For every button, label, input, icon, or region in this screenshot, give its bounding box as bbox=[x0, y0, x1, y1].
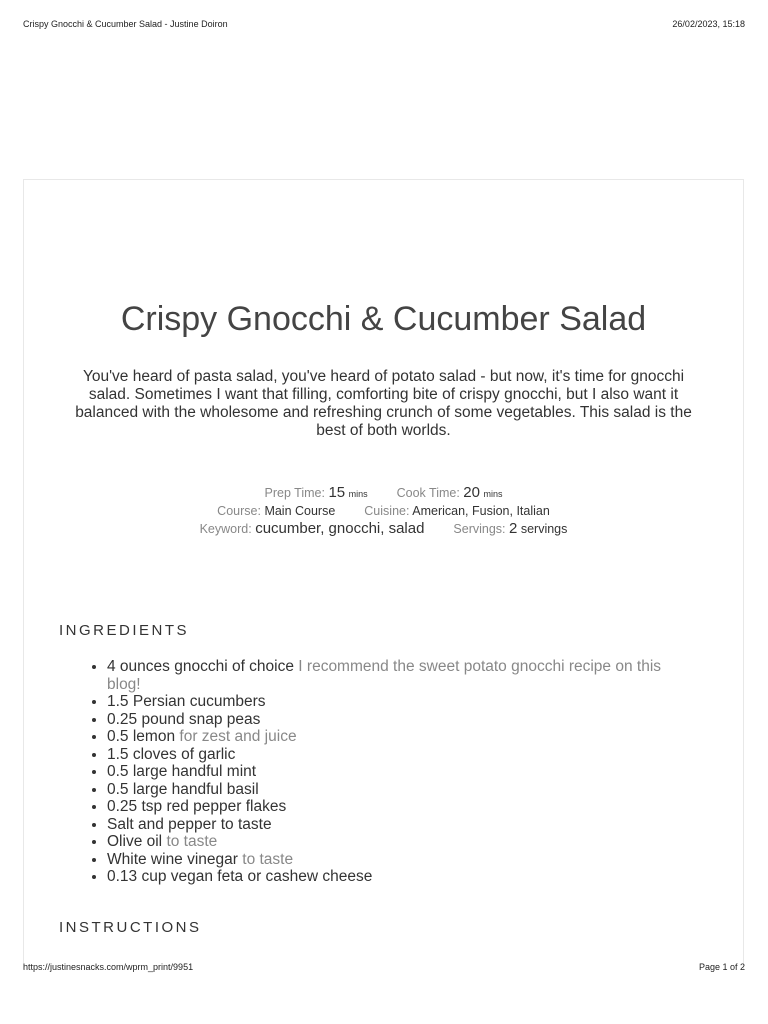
cook-time-unit: mins bbox=[483, 489, 503, 499]
servings-unit: servings bbox=[520, 522, 568, 536]
ingredient-text: 4 ounces gnocchi of choice bbox=[107, 658, 294, 675]
ingredient-item bbox=[107, 798, 683, 816]
cook-time-value: 20 bbox=[463, 484, 480, 501]
print-header-title: Crispy Gnocchi & Cucumber Salad - Justine Doiron bbox=[23, 19, 228, 29]
ingredient-text: 0.5 large handful basil bbox=[107, 780, 259, 798]
ingredient-text: Salt and pepper to taste bbox=[107, 815, 272, 833]
keyword-value: cucumber, gnocchi, salad bbox=[255, 520, 425, 537]
ingredient-text: 1.5 cloves of garlic bbox=[107, 745, 236, 763]
course-value: Main Course bbox=[264, 504, 336, 518]
cuisine-label: Cuisine: bbox=[364, 504, 410, 518]
meta-tags bbox=[24, 503, 743, 520]
ingredient-note: to taste bbox=[242, 850, 294, 868]
course-label: Course: bbox=[217, 504, 261, 518]
ingredient-note: to taste bbox=[166, 833, 218, 850]
cuisine-value: American, Fusion, Italian bbox=[412, 504, 550, 518]
meta-keywords bbox=[24, 520, 743, 538]
ingredient-item bbox=[107, 816, 683, 834]
ingredient-text: 0.13 cup vegan feta or cashew cheese bbox=[107, 868, 373, 885]
ingredient-item bbox=[107, 728, 683, 746]
ingredient-text: 0.5 large handful mint bbox=[107, 763, 257, 780]
ingredient-note: for zest and juice bbox=[179, 728, 297, 745]
ingredient-item bbox=[107, 868, 683, 886]
print-footer-page: Page 1 of 2 bbox=[698, 962, 745, 972]
ingredient-item bbox=[107, 781, 683, 799]
print-footer-url[interactable]: https://justinesnacks.com/wprm_print/9951 bbox=[23, 962, 194, 972]
ingredient-text: 1.5 Persian cucumbers bbox=[107, 693, 266, 710]
ingredient-note: I recommend the sweet potato gnocchi recipe on this blog! bbox=[107, 658, 662, 693]
ingredients-list bbox=[59, 658, 683, 886]
recipe-meta bbox=[24, 484, 743, 538]
cook-time-label: Cook Time: bbox=[396, 486, 460, 500]
recipe-summary: You've heard of pasta salad, you've heard of potato salad - but now, it's time for gnocchi salad. Sometimes I want that filling, comforting bite of crispy gnocchi, but I also want it balanced with the wholesome and refreshing crunch of some vegetables. This salad is the best of both worlds. bbox=[75, 368, 692, 439]
servings-value: 2 bbox=[509, 520, 518, 537]
ingredient-item bbox=[107, 833, 683, 851]
print-footer bbox=[23, 962, 745, 972]
ingredient-item bbox=[107, 763, 683, 781]
ingredient-item bbox=[107, 693, 683, 711]
ingredient-item bbox=[107, 851, 683, 869]
print-header-datetime: 26/02/2023, 15:18 bbox=[672, 19, 745, 29]
prep-time-unit: mins bbox=[348, 489, 368, 499]
recipe-card bbox=[23, 179, 744, 969]
ingredient-text: 0.25 tsp red pepper flakes bbox=[107, 798, 287, 815]
ingredient-text: 0.5 lemon bbox=[107, 728, 176, 745]
ingredient-item bbox=[107, 658, 683, 693]
ingredient-text: 0.25 pound snap peas bbox=[107, 710, 261, 728]
instructions-heading: INSTRUCTIONS bbox=[59, 919, 202, 936]
keyword-label: Keyword: bbox=[199, 522, 252, 536]
ingredient-text: White wine vinegar bbox=[107, 850, 238, 868]
ingredient-item bbox=[107, 711, 683, 729]
print-header bbox=[23, 19, 745, 29]
ingredients-heading: INGREDIENTS bbox=[59, 622, 190, 639]
prep-time-value: 15 bbox=[328, 484, 346, 501]
ingredient-text: Olive oil bbox=[107, 833, 163, 850]
servings-label: Servings: bbox=[453, 522, 506, 536]
recipe-title: Crispy Gnocchi & Cucumber Salad bbox=[120, 300, 647, 338]
ingredient-item bbox=[107, 746, 683, 764]
prep-time-label: Prep Time: bbox=[264, 486, 325, 500]
meta-times bbox=[24, 484, 743, 503]
